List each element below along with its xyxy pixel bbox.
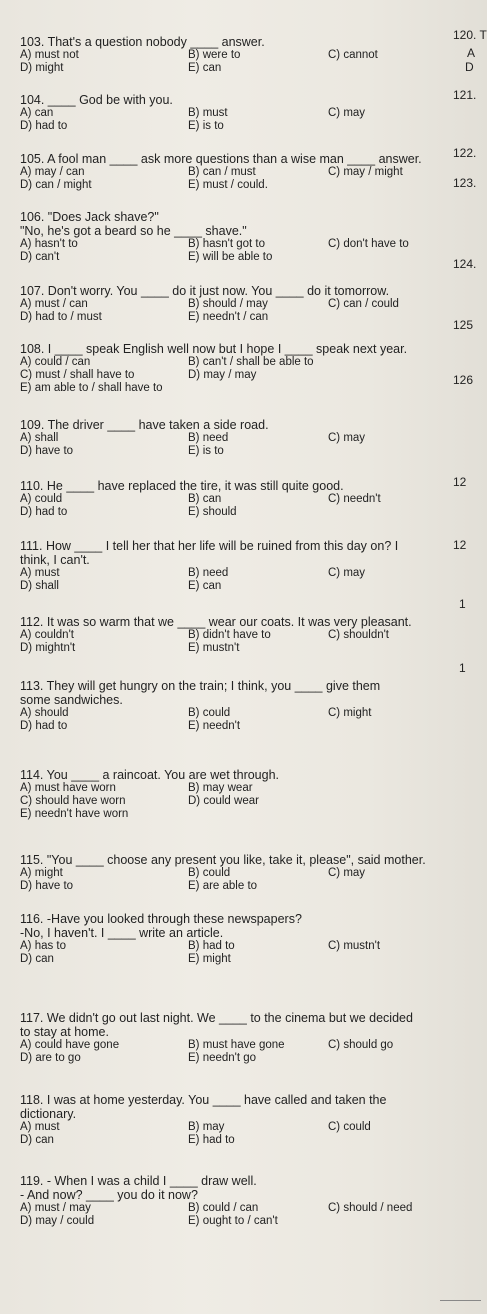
option-c[interactable]: C) may / might bbox=[328, 166, 403, 178]
option-c[interactable]: C) can / could bbox=[328, 298, 399, 310]
option-c[interactable]: C) cannot bbox=[328, 49, 378, 61]
option-e[interactable]: E) can bbox=[188, 580, 222, 592]
option-d[interactable]: D) had to / must bbox=[20, 311, 102, 323]
question-stem: 107. Don't worry. You ____ do it just now. You ____ do it tomorrow. bbox=[20, 284, 390, 298]
answer-options bbox=[20, 356, 440, 398]
answer-options bbox=[20, 707, 440, 735]
answer-options bbox=[20, 940, 440, 968]
question-stem: 119. - When I was a child I ____ draw well. - And now? ____ you do it now? bbox=[20, 1174, 257, 1202]
edge-number: 123. bbox=[453, 176, 477, 190]
option-b[interactable]: B) should / may bbox=[188, 298, 268, 310]
question-stem: 112. It was so warm that we ____ wear our coats. It was very pleasant. bbox=[20, 615, 412, 629]
question-stem: 103. That's a question nobody ____ answer. bbox=[20, 35, 265, 49]
question-110 bbox=[20, 479, 440, 521]
option-a[interactable]: A) must / can bbox=[20, 298, 88, 310]
option-a[interactable]: A) should bbox=[20, 707, 69, 719]
option-b[interactable]: B) could / can bbox=[188, 1202, 259, 1214]
option-e[interactable]: E) am able to / shall have to bbox=[20, 382, 163, 394]
option-a[interactable]: A) has to bbox=[20, 940, 67, 952]
option-b[interactable]: B) had to bbox=[188, 940, 235, 952]
option-a[interactable]: A) can bbox=[20, 107, 54, 119]
edge-number: 1 bbox=[459, 597, 466, 611]
option-c[interactable]: C) should / need bbox=[328, 1202, 413, 1214]
answer-options bbox=[20, 1121, 440, 1149]
edge-number: 1 bbox=[459, 661, 466, 675]
question-117 bbox=[20, 1011, 440, 1067]
option-b[interactable]: B) could bbox=[188, 707, 231, 719]
option-a[interactable]: A) must have worn bbox=[20, 782, 116, 794]
option-b[interactable]: B) were to bbox=[188, 49, 241, 61]
question-119 bbox=[20, 1174, 440, 1230]
option-b[interactable]: B) must have gone bbox=[188, 1039, 285, 1051]
option-d[interactable]: D) have to bbox=[20, 445, 74, 457]
edge-number: 122. bbox=[453, 146, 477, 160]
answer-options bbox=[20, 493, 440, 521]
answer-options bbox=[20, 629, 440, 657]
question-114 bbox=[20, 768, 440, 824]
question-stem: 114. You ____ a raincoat. You are wet through. bbox=[20, 768, 280, 782]
option-c[interactable]: C) may bbox=[328, 107, 366, 119]
question-103 bbox=[20, 35, 440, 77]
option-b[interactable]: B) need bbox=[188, 432, 229, 444]
option-c[interactable]: C) must / shall have to bbox=[20, 369, 135, 381]
question-stem: 111. How ____ I tell her that her life will be ruined from this day on? I think, I can't. bbox=[20, 539, 399, 567]
answer-options bbox=[20, 432, 440, 460]
option-d[interactable]: D) might bbox=[20, 62, 64, 74]
option-e[interactable]: E) must / could. bbox=[188, 179, 268, 191]
option-e[interactable]: E) needn't / can bbox=[188, 311, 269, 323]
option-e[interactable]: E) mustn't bbox=[188, 642, 240, 654]
answer-options bbox=[20, 567, 440, 595]
option-b[interactable]: B) hasn't got to bbox=[188, 238, 265, 250]
question-stem: 117. We didn't go out last night. We ____ to the cinema but we decided to stay at home. bbox=[20, 1011, 413, 1039]
option-c[interactable]: C) could bbox=[328, 1121, 371, 1133]
edge-number: A bbox=[467, 46, 476, 60]
option-d[interactable]: D) may / could bbox=[20, 1215, 95, 1227]
answer-options bbox=[20, 49, 440, 77]
edge-number: 124. bbox=[453, 257, 477, 271]
option-c[interactable]: C) might bbox=[328, 707, 372, 719]
option-a[interactable]: A) must not bbox=[20, 49, 79, 61]
question-104 bbox=[20, 93, 440, 135]
question-111 bbox=[20, 539, 440, 595]
question-113 bbox=[20, 679, 440, 735]
question-109 bbox=[20, 418, 440, 460]
option-a[interactable]: A) could / can bbox=[20, 356, 91, 368]
option-d[interactable]: D) can / might bbox=[20, 179, 92, 191]
bottom-divider bbox=[440, 1300, 481, 1301]
option-d[interactable]: D) can bbox=[20, 1134, 54, 1146]
answer-options bbox=[20, 107, 440, 135]
option-e[interactable]: E) is to bbox=[188, 120, 224, 132]
edge-number: 120. T bbox=[453, 28, 487, 42]
answer-options bbox=[20, 1039, 440, 1067]
option-b[interactable]: B) could bbox=[188, 867, 231, 879]
option-c[interactable]: C) should have worn bbox=[20, 795, 126, 807]
edge-number: 12 bbox=[453, 475, 467, 489]
option-c[interactable]: C) mustn't bbox=[328, 940, 381, 952]
option-b[interactable]: B) can bbox=[188, 493, 222, 505]
option-b[interactable]: B) can't / shall be able to bbox=[188, 356, 314, 368]
option-a[interactable]: A) might bbox=[20, 867, 63, 879]
answer-options bbox=[20, 1202, 440, 1230]
answer-options bbox=[20, 238, 440, 266]
option-e[interactable]: E) is to bbox=[188, 445, 224, 457]
edge-number: 12 bbox=[453, 538, 467, 552]
question-stem: 115. "You ____ choose any present you like, take it, please", said mother. bbox=[20, 853, 426, 867]
option-a[interactable]: A) must bbox=[20, 567, 60, 579]
option-e[interactable]: E) had to bbox=[188, 1134, 235, 1146]
option-a[interactable]: A) must / may bbox=[20, 1202, 91, 1214]
option-a[interactable]: A) shall bbox=[20, 432, 59, 444]
option-c[interactable]: C) may bbox=[328, 867, 366, 879]
question-stem: 116. -Have you looked through these newspapers? -No, I haven't. I ____ write an article. bbox=[20, 912, 302, 940]
option-e[interactable]: E) might bbox=[188, 953, 231, 965]
option-d[interactable]: D) mightn't bbox=[20, 642, 76, 654]
option-e[interactable]: E) ought to / can't bbox=[188, 1215, 278, 1227]
option-b[interactable]: B) didn't have to bbox=[188, 629, 271, 641]
option-e[interactable]: E) needn't go bbox=[188, 1052, 257, 1064]
question-stem: 104. ____ God be with you. bbox=[20, 93, 173, 107]
option-b[interactable]: B) may bbox=[188, 1121, 225, 1133]
question-stem: 108. I ____ speak English well now but I hope I ____ speak next year. bbox=[20, 342, 408, 356]
option-c[interactable]: C) don't have to bbox=[328, 238, 409, 250]
question-112 bbox=[20, 615, 440, 657]
question-108 bbox=[20, 342, 440, 398]
question-stem: 118. I was at home yesterday. You ____ have called and taken the dictionary. bbox=[20, 1093, 387, 1121]
option-d[interactable]: D) had to bbox=[20, 506, 68, 518]
question-stem: 106. "Does Jack shave?" "No, he's got a beard so he ____ shave." bbox=[20, 210, 247, 238]
option-e[interactable]: E) needn't bbox=[188, 720, 241, 732]
edge-number: D bbox=[465, 60, 474, 74]
option-e[interactable]: E) can bbox=[188, 62, 222, 74]
question-stem: 110. He ____ have replaced the tire, it was still quite good. bbox=[20, 479, 344, 493]
question-118 bbox=[20, 1093, 440, 1149]
option-b[interactable]: B) must bbox=[188, 107, 228, 119]
option-b[interactable]: B) may wear bbox=[188, 782, 253, 794]
option-c[interactable]: C) needn't bbox=[328, 493, 381, 505]
answer-options bbox=[20, 782, 440, 824]
question-stem: 105. A fool man ____ ask more questions than a wise man ____ answer. bbox=[20, 152, 422, 166]
option-d[interactable]: D) have to bbox=[20, 880, 74, 892]
answer-options bbox=[20, 867, 440, 895]
option-c[interactable]: C) shouldn't bbox=[328, 629, 390, 641]
option-b[interactable]: B) need bbox=[188, 567, 229, 579]
option-a[interactable]: A) could bbox=[20, 493, 63, 505]
edge-number: 121. bbox=[453, 88, 477, 102]
question-106 bbox=[20, 210, 440, 266]
option-a[interactable]: A) must bbox=[20, 1121, 60, 1133]
option-d[interactable]: D) may / may bbox=[188, 369, 257, 381]
option-d[interactable]: D) can't bbox=[20, 251, 60, 263]
question-stem: 113. They will get hungry on the train; I think, you ____ give them some sandwiches. bbox=[20, 679, 381, 707]
option-a[interactable]: A) hasn't to bbox=[20, 238, 78, 250]
option-a[interactable]: A) couldn't bbox=[20, 629, 74, 641]
option-d[interactable]: D) can bbox=[20, 953, 54, 965]
edge-number: 125 bbox=[453, 318, 474, 332]
option-c[interactable]: C) may bbox=[328, 432, 366, 444]
answer-options bbox=[20, 166, 440, 194]
option-b[interactable]: B) can / must bbox=[188, 166, 256, 178]
question-105 bbox=[20, 152, 440, 194]
edge-number: 126 bbox=[453, 373, 474, 387]
option-e[interactable]: E) should bbox=[188, 506, 237, 518]
option-e[interactable]: E) needn't have worn bbox=[20, 808, 129, 820]
question-116 bbox=[20, 912, 440, 968]
question-stem: 109. The driver ____ have taken a side road. bbox=[20, 418, 269, 432]
option-e[interactable]: E) are able to bbox=[188, 880, 258, 892]
question-115 bbox=[20, 853, 440, 895]
option-e[interactable]: E) will be able to bbox=[188, 251, 273, 263]
option-d[interactable]: D) could wear bbox=[188, 795, 259, 807]
option-d[interactable]: D) had to bbox=[20, 120, 68, 132]
option-d[interactable]: D) shall bbox=[20, 580, 59, 592]
option-c[interactable]: C) should go bbox=[328, 1039, 394, 1051]
answer-options bbox=[20, 298, 440, 326]
question-107 bbox=[20, 284, 440, 326]
option-a[interactable]: A) could have gone bbox=[20, 1039, 120, 1051]
option-a[interactable]: A) may / can bbox=[20, 166, 85, 178]
option-d[interactable]: D) are to go bbox=[20, 1052, 81, 1064]
option-c[interactable]: C) may bbox=[328, 567, 366, 579]
option-d[interactable]: D) had to bbox=[20, 720, 68, 732]
